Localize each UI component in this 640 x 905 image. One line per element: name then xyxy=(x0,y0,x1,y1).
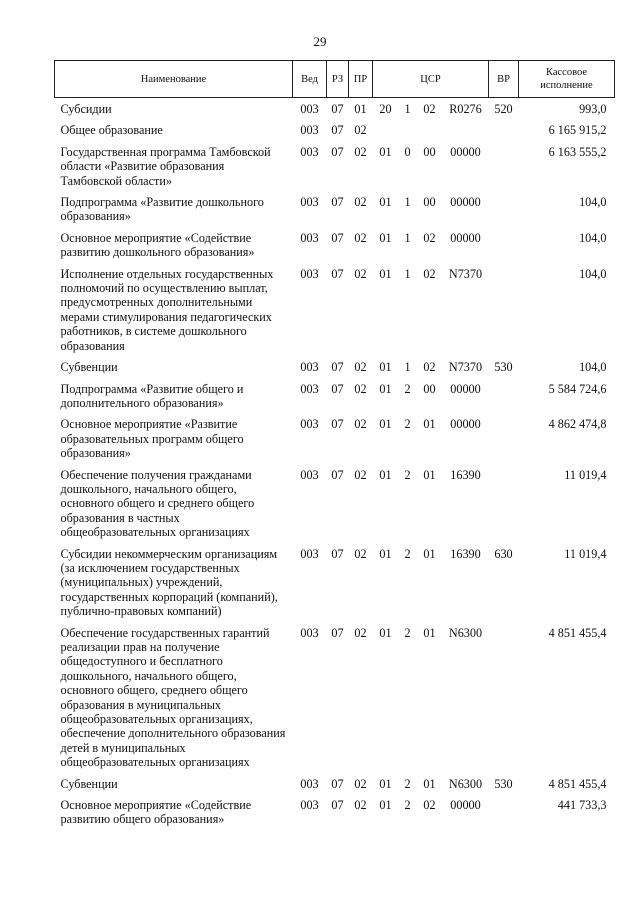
row-ved: 003 xyxy=(300,360,319,375)
row-ved: 003 xyxy=(300,776,319,791)
table-row xyxy=(55,417,615,467)
row-csr-subprogram xyxy=(399,123,417,144)
row-rz: 07 xyxy=(331,195,344,210)
row-pr: 02 xyxy=(354,230,367,245)
row-csr-event: 01 xyxy=(423,776,436,791)
row-name: Общее образование xyxy=(60,123,163,138)
row-csr-direction: 00000 xyxy=(450,798,481,813)
row-csr-direction: R0276 xyxy=(449,102,482,116)
table-row xyxy=(55,360,615,381)
row-csr-subprogram: 1 xyxy=(404,266,411,281)
header-vr: ВР xyxy=(489,61,519,98)
row-vr xyxy=(489,145,519,195)
row-pr: 02 xyxy=(354,144,367,159)
header-rz: РЗ xyxy=(327,61,349,98)
row-vr xyxy=(489,382,519,418)
row-rz: 07 xyxy=(331,123,344,138)
row-vr xyxy=(489,231,519,267)
row-csr-event: 02 xyxy=(423,266,436,281)
row-sum: 104,0 xyxy=(579,195,607,210)
row-sum: 104,0 xyxy=(579,266,607,281)
table-row xyxy=(55,123,615,144)
row-csr-program: 01 xyxy=(379,546,392,561)
row-ved: 003 xyxy=(300,144,319,159)
row-pr: 02 xyxy=(354,798,367,813)
header-sum: Кассовое исполнение xyxy=(519,61,615,98)
row-vr xyxy=(489,123,519,144)
row-name: Государственная программа Тамбовской области «Развитие образования Тамбовской области» xyxy=(60,144,271,188)
row-sum: 4 851 455,4 xyxy=(548,776,607,791)
row-sum: 104,0 xyxy=(579,230,607,245)
table-row xyxy=(55,382,615,418)
row-csr-program: 01 xyxy=(379,144,392,159)
row-csr-event: 01 xyxy=(423,417,436,432)
row-csr-program: 01 xyxy=(379,776,392,791)
row-csr-program: 01 xyxy=(379,417,392,432)
row-csr-program: 01 xyxy=(379,467,392,482)
row-csr-direction: N7370 xyxy=(448,266,483,281)
row-csr-direction: 00000 xyxy=(450,417,481,432)
row-csr-event: 00 xyxy=(423,381,436,396)
row-rz: 07 xyxy=(331,546,344,561)
row-csr-program: 01 xyxy=(379,625,392,640)
row-csr-direction: 00000 xyxy=(450,381,481,396)
row-pr: 02 xyxy=(354,776,367,791)
row-vr xyxy=(489,626,519,777)
row-rz: 07 xyxy=(331,360,344,375)
row-csr-direction: 00000 xyxy=(450,144,481,159)
row-ved: 003 xyxy=(300,625,319,640)
row-vr: 630 xyxy=(494,546,513,561)
row-csr-program: 20 xyxy=(379,102,392,116)
row-csr-subprogram: 2 xyxy=(404,417,411,432)
row-csr-program: 01 xyxy=(379,360,392,375)
row-csr-direction: 16390 xyxy=(450,467,481,482)
row-csr-event: 00 xyxy=(423,195,436,210)
row-sum: 993,0 xyxy=(579,102,607,116)
table-row xyxy=(55,468,615,547)
row-pr: 01 xyxy=(354,102,367,116)
row-csr-subprogram: 2 xyxy=(404,546,411,561)
row-vr: 530 xyxy=(494,360,513,375)
row-pr: 02 xyxy=(354,625,367,640)
budget-table xyxy=(54,60,615,834)
row-csr-subprogram: 0 xyxy=(404,144,411,159)
row-vr xyxy=(489,267,519,360)
row-csr-direction xyxy=(443,123,489,144)
table-row xyxy=(55,98,615,124)
row-csr-event: 02 xyxy=(423,230,436,245)
row-csr-subprogram: 2 xyxy=(404,625,411,640)
row-csr-direction: N6300 xyxy=(448,625,483,640)
row-ved: 003 xyxy=(300,102,319,116)
row-ved: 003 xyxy=(300,417,319,432)
page-number: 29 xyxy=(313,34,327,49)
row-name: Основное мероприятие «Содействие развитию дошкольного образования» xyxy=(60,230,255,260)
row-rz: 07 xyxy=(331,266,344,281)
row-rz: 07 xyxy=(331,102,344,116)
row-csr-event: 02 xyxy=(423,102,436,116)
row-csr-event: 02 xyxy=(423,360,436,375)
row-rz: 07 xyxy=(331,776,344,791)
row-csr-direction: N6300 xyxy=(448,776,483,791)
row-name: Субвенции xyxy=(60,360,118,375)
row-csr-event: 01 xyxy=(423,546,436,561)
row-name: Подпрограмма «Развитие дошкольного образования» xyxy=(60,195,264,224)
row-csr-program: 01 xyxy=(379,266,392,281)
row-ved: 003 xyxy=(300,230,319,245)
row-name: Исполнение отдельных государственных полномочий по осуществлению выплат, предусмотренных дополнительными мерами стимулирования педагогических работников, в системе дошкольного образования xyxy=(60,266,274,353)
table-row xyxy=(55,626,615,777)
row-vr: 530 xyxy=(494,776,513,791)
row-ved: 003 xyxy=(300,546,319,561)
row-csr-direction: 00000 xyxy=(450,195,481,210)
row-rz: 07 xyxy=(331,467,344,482)
row-rz: 07 xyxy=(331,798,344,813)
row-rz: 07 xyxy=(331,417,344,432)
row-sum: 5 584 724,6 xyxy=(548,381,607,396)
header-ved: Вед xyxy=(293,61,327,98)
row-pr: 02 xyxy=(354,195,367,210)
row-csr-subprogram: 2 xyxy=(404,776,411,791)
row-csr-direction: 16390 xyxy=(450,546,481,561)
row-pr: 02 xyxy=(354,546,367,561)
row-ved: 003 xyxy=(300,381,319,396)
row-sum: 104,0 xyxy=(579,360,607,375)
table-row xyxy=(55,798,615,834)
table-row xyxy=(55,267,615,360)
row-pr: 02 xyxy=(354,123,367,138)
row-csr-subprogram: 2 xyxy=(404,798,411,813)
row-rz: 07 xyxy=(331,230,344,245)
row-vr xyxy=(489,417,519,467)
row-csr-program: 01 xyxy=(379,381,392,396)
row-rz: 07 xyxy=(331,381,344,396)
table-row xyxy=(55,195,615,231)
table-row xyxy=(55,231,615,267)
row-sum: 4 851 455,4 xyxy=(548,625,607,640)
row-sum: 4 862 474,8 xyxy=(548,417,607,432)
row-vr xyxy=(489,195,519,231)
row-csr-event: 00 xyxy=(423,144,436,159)
row-rz: 07 xyxy=(331,144,344,159)
row-name: Основное мероприятие «Содействие развитию общего образования» xyxy=(60,798,252,827)
row-csr-direction: N7370 xyxy=(448,360,483,375)
row-csr-program: 01 xyxy=(379,230,392,245)
row-csr-event: 01 xyxy=(423,467,436,482)
row-sum: 441 733,3 xyxy=(557,798,607,813)
row-pr: 02 xyxy=(354,360,367,375)
row-ved: 003 xyxy=(300,467,319,482)
row-csr-subprogram: 1 xyxy=(404,102,411,116)
row-pr: 02 xyxy=(354,266,367,281)
row-name: Субвенции xyxy=(60,776,118,791)
row-vr: 520 xyxy=(494,102,513,116)
table-row xyxy=(55,777,615,798)
row-ved: 003 xyxy=(300,266,319,281)
row-vr xyxy=(489,468,519,547)
row-ved: 003 xyxy=(300,798,319,813)
table-body xyxy=(55,98,615,834)
row-csr-subprogram: 2 xyxy=(404,467,411,482)
row-csr-program: 01 xyxy=(379,798,392,813)
row-name: Субсидии xyxy=(60,102,112,116)
row-ved: 003 xyxy=(300,123,319,138)
row-pr: 02 xyxy=(354,467,367,482)
row-sum: 11 019,4 xyxy=(564,467,607,482)
header-pr: ПР xyxy=(349,61,373,98)
row-csr-subprogram: 1 xyxy=(404,360,411,375)
row-csr-program: 01 xyxy=(379,195,392,210)
row-pr: 02 xyxy=(354,417,367,432)
row-sum: 6 165 915,2 xyxy=(548,123,607,138)
row-rz: 07 xyxy=(331,625,344,640)
table-row xyxy=(55,145,615,195)
header-name: Наименование xyxy=(55,61,293,98)
row-name: Основное мероприятие «Развитие образовательных программ общего образования» xyxy=(60,417,244,461)
row-csr-event: 01 xyxy=(423,625,436,640)
row-csr-subprogram: 2 xyxy=(404,381,411,396)
row-csr-event: 02 xyxy=(423,798,436,813)
row-csr-subprogram: 1 xyxy=(404,230,411,245)
row-csr-subprogram: 1 xyxy=(404,195,411,210)
row-sum: 6 163 555,2 xyxy=(548,144,607,159)
row-pr: 02 xyxy=(354,381,367,396)
row-name: Обеспечение государственных гарантий реализации прав на получение общедоступного и бесплатного дошкольного, начального общего, основного общего, среднего общего образования в муниципальных общеобразовательных организациях, обеспечение дополнительного образования детей в муниципальных общеобразовательных организациях xyxy=(60,625,286,770)
row-name: Обеспечение получения гражданами дошкольного, начального общего, основного общего и среднего общего образования в частных общеобразовательных организациях xyxy=(60,467,255,540)
row-name: Подпрограмма «Развитие общего и дополнительного образования» xyxy=(60,381,244,410)
row-csr-program xyxy=(373,123,399,144)
row-csr-event xyxy=(417,123,443,144)
row-sum: 11 019,4 xyxy=(564,546,607,561)
row-ved: 003 xyxy=(300,195,319,210)
row-csr-direction: 00000 xyxy=(450,230,481,245)
row-vr xyxy=(489,798,519,834)
row-name: Субсидии некоммерческим организациям (за исключением государственных (муниципальных) учреждений, государственных корпораций (компаний), публично-правовых компаний) xyxy=(60,546,278,619)
table-header-row xyxy=(55,61,615,98)
header-csr: ЦСР xyxy=(373,61,489,98)
table-row xyxy=(55,547,615,626)
